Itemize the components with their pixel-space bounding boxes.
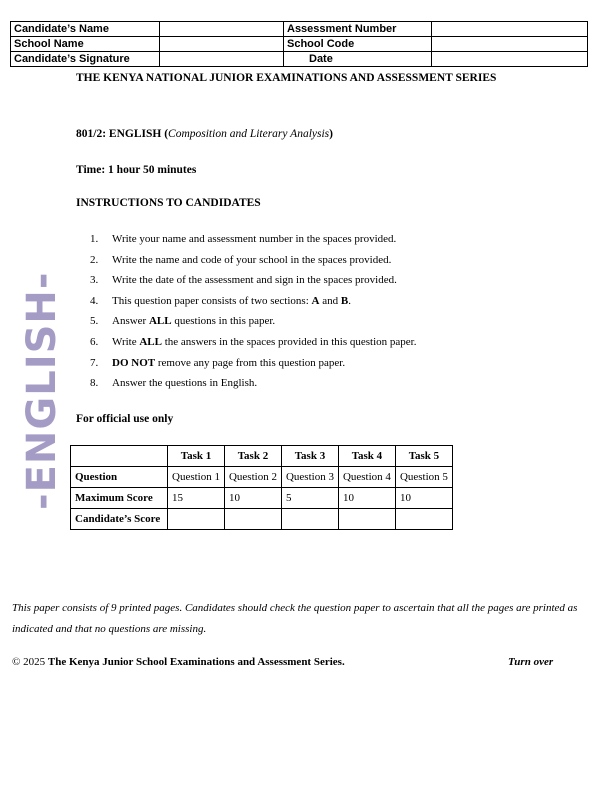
instruction-text: Answer the questions in English. — [112, 377, 258, 390]
score-table-corner — [71, 446, 168, 467]
task-header: Task 5 — [395, 446, 452, 467]
score-table-row — [71, 467, 453, 488]
instruction-text: Write — [112, 335, 140, 348]
instruction-text: the answers in the spaces provided in this question paper. — [161, 335, 417, 348]
candidate-score-cell[interactable] — [338, 509, 395, 530]
paper-close-paren: ) — [329, 128, 333, 140]
instruction-number: 2. — [90, 253, 99, 266]
score-cell: Question 4 — [338, 467, 395, 488]
instruction-text: ALL — [139, 335, 162, 348]
instruction-text: A — [311, 294, 320, 307]
score-cell: Question 1 — [168, 467, 225, 488]
instruction-item — [90, 355, 416, 376]
score-cell: 15 — [168, 488, 225, 509]
task-header: Task 3 — [281, 446, 338, 467]
instructions-heading: INSTRUCTIONS TO CANDIDATES — [76, 197, 261, 209]
candidate-score-cell[interactable] — [395, 509, 452, 530]
score-row-label: Question — [71, 467, 168, 488]
instruction-item — [90, 252, 416, 273]
score-table — [70, 445, 453, 530]
copyright-line — [12, 656, 345, 668]
time-allowed: Time: 1 hour 50 minutes — [76, 164, 197, 176]
school-code-field[interactable] — [432, 37, 588, 52]
candidate-name-field[interactable] — [160, 22, 284, 37]
signature-label: Candidate’s Signature — [11, 52, 160, 67]
instruction-item — [90, 231, 416, 252]
paper-code: 801/2: ENGLISH — [76, 128, 162, 140]
instruction-text: Write your name and assessment number in the spaces provided. — [112, 233, 397, 245]
score-table-row — [71, 509, 453, 530]
school-name-label: School Name — [11, 37, 160, 52]
score-table-row — [71, 488, 453, 509]
instruction-text: Write the name and code of your school in the spaces provided. — [112, 253, 392, 266]
score-cell: 10 — [338, 488, 395, 509]
copyright-symbol: © 2025 — [12, 656, 48, 668]
instruction-text: This question paper consists of two sections: — [112, 294, 312, 307]
paper-subtitle: Composition and Literary Analysis — [168, 128, 330, 140]
school-code-label: School Code — [284, 37, 432, 52]
assessment-number-label: Assessment Number — [284, 22, 432, 37]
page-count-note: This paper consists of 9 printed pages. Candidates should check the question paper to ascertain that all the pages are printed as indicated and that no questions are missing. — [12, 602, 578, 635]
score-cell: Question 2 — [224, 467, 281, 488]
instruction-number: 4. — [90, 294, 99, 307]
instruction-item — [90, 293, 416, 314]
task-header: Task 4 — [338, 446, 395, 467]
instruction-item — [90, 313, 416, 334]
instruction-text: Answer — [112, 315, 149, 328]
header-row-school — [11, 37, 588, 52]
turn-over-label: Turn over — [508, 656, 554, 668]
date-label: Date — [284, 52, 432, 67]
candidate-details-table — [10, 21, 588, 67]
date-field[interactable] — [432, 52, 588, 67]
instruction-text: DO NOT — [112, 356, 156, 369]
instruction-number: 6. — [90, 335, 99, 348]
instruction-text: ALL — [148, 315, 172, 328]
instruction-number: 5. — [90, 315, 99, 328]
instruction-number: 1. — [90, 233, 99, 245]
instructions-list — [90, 231, 416, 396]
score-cell: 10 — [224, 488, 281, 509]
instruction-item — [90, 375, 416, 396]
assessment-number-field[interactable] — [432, 22, 588, 37]
instruction-number: 3. — [90, 274, 99, 287]
instruction-text: remove any page from this question paper. — [155, 356, 346, 369]
instruction-text: . — [348, 294, 351, 307]
candidate-score-cell[interactable] — [168, 509, 225, 530]
instruction-text: questions in this paper. — [171, 315, 276, 328]
instruction-text: and — [319, 294, 341, 307]
paper-title — [76, 128, 333, 140]
candidate-score-cell[interactable] — [281, 509, 338, 530]
instruction-item — [90, 272, 416, 293]
official-use-label: For official use only — [76, 413, 174, 425]
score-row-label: Maximum Score — [71, 488, 168, 509]
instruction-number: 8. — [90, 377, 99, 390]
signature-field[interactable] — [160, 52, 284, 67]
header-row-name — [11, 22, 588, 37]
candidate-score-cell[interactable] — [224, 509, 281, 530]
side-watermark-english: -ENGLISH- — [19, 271, 65, 510]
task-header: Task 1 — [168, 446, 225, 467]
score-row-label: Candidate’s Score — [71, 509, 168, 530]
score-table-header-row — [71, 446, 453, 467]
school-name-field[interactable] — [160, 37, 284, 52]
series-title: THE KENYA NATIONAL JUNIOR EXAMINATIONS AND ASSESSMENT SERIES — [76, 72, 497, 84]
instruction-text: Write the date of the assessment and sign in the spaces provided. — [112, 274, 397, 287]
task-header: Task 2 — [224, 446, 281, 467]
paper-open-paren: ( — [161, 128, 169, 140]
copyright-org: The Kenya Junior School Examinations and Assessment Series. — [47, 656, 345, 668]
instruction-text: B — [340, 294, 349, 307]
candidate-name-label: Candidate’s Name — [11, 22, 160, 37]
score-cell: Question 3 — [281, 467, 338, 488]
score-cell: Question 5 — [395, 467, 452, 488]
score-cell: 5 — [281, 488, 338, 509]
instruction-number: 7. — [90, 356, 99, 369]
score-cell: 10 — [395, 488, 452, 509]
instruction-item — [90, 334, 416, 355]
header-row-signature — [11, 52, 588, 67]
